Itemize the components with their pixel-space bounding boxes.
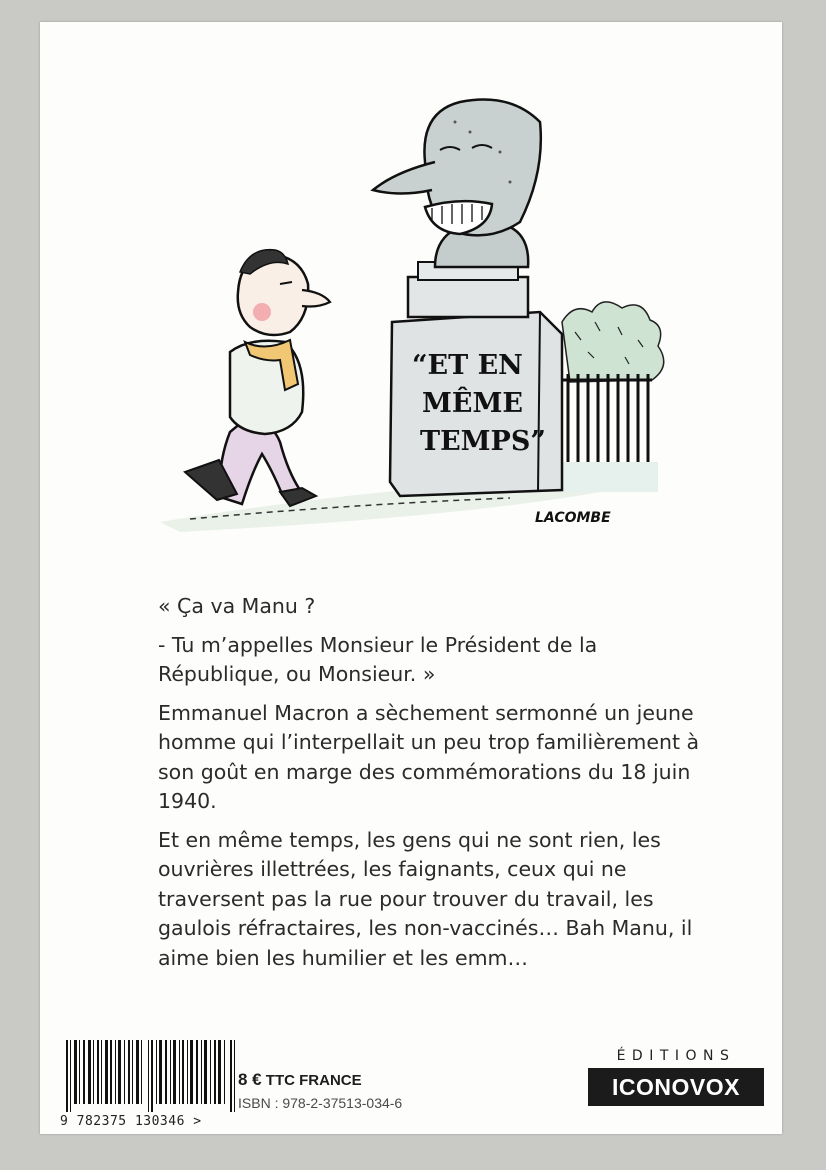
fence	[562, 374, 652, 477]
publisher-logo	[588, 1048, 764, 1106]
price	[238, 1070, 362, 1090]
price-suffix: TTC FRANCE	[261, 1072, 362, 1089]
pedestal-text-line-2: MÊME	[422, 388, 523, 419]
artist-signature: LACOMBE	[535, 510, 611, 526]
quote-line-2: - Tu m’appelles Monsieur le Président de la République, ou Monsieur. »	[158, 632, 598, 686]
bust-statue	[373, 100, 541, 268]
paragraph-1: Emmanuel Macron a sèchement sermonné un jeune homme qui l’interpellait un peu trop familièrement à son goût en marge des commémorations du 18 juin 1940.	[158, 700, 700, 813]
pedestal-text-line-3: TEMPS”	[420, 426, 546, 457]
back-cover	[40, 22, 782, 1134]
statue-pedestal	[390, 262, 562, 496]
isbn-text: ISBN : 978-2-37513-034-6	[238, 1095, 403, 1111]
barcode-bars	[60, 1040, 250, 1112]
cartoon-illustration	[40, 22, 782, 562]
publisher-name: ICONOVOX	[588, 1068, 764, 1106]
pedestal-text-line-1: “ET EN	[412, 350, 523, 381]
young-man-figure	[185, 250, 330, 506]
back-cover-text	[158, 592, 718, 982]
publisher-prefix: ÉDITIONS	[616, 1048, 736, 1064]
price-amount: 8 €	[238, 1070, 262, 1089]
paragraph-2: Et en même temps, les gens qui ne sont rien, les ouvrières illettrées, les faignants, ceux qui ne traversent pas la rue pour trouver du travail, les gaulois réfractaires, les non-vaccinés… Bah Manu, il aime bien les humilier et les emm…	[158, 827, 693, 970]
hedge	[562, 302, 664, 382]
barcode-digits: 9 782375 130346 >	[60, 1114, 202, 1129]
barcode	[60, 1040, 250, 1132]
quote-line-1: « Ça va Manu ?	[158, 594, 316, 618]
